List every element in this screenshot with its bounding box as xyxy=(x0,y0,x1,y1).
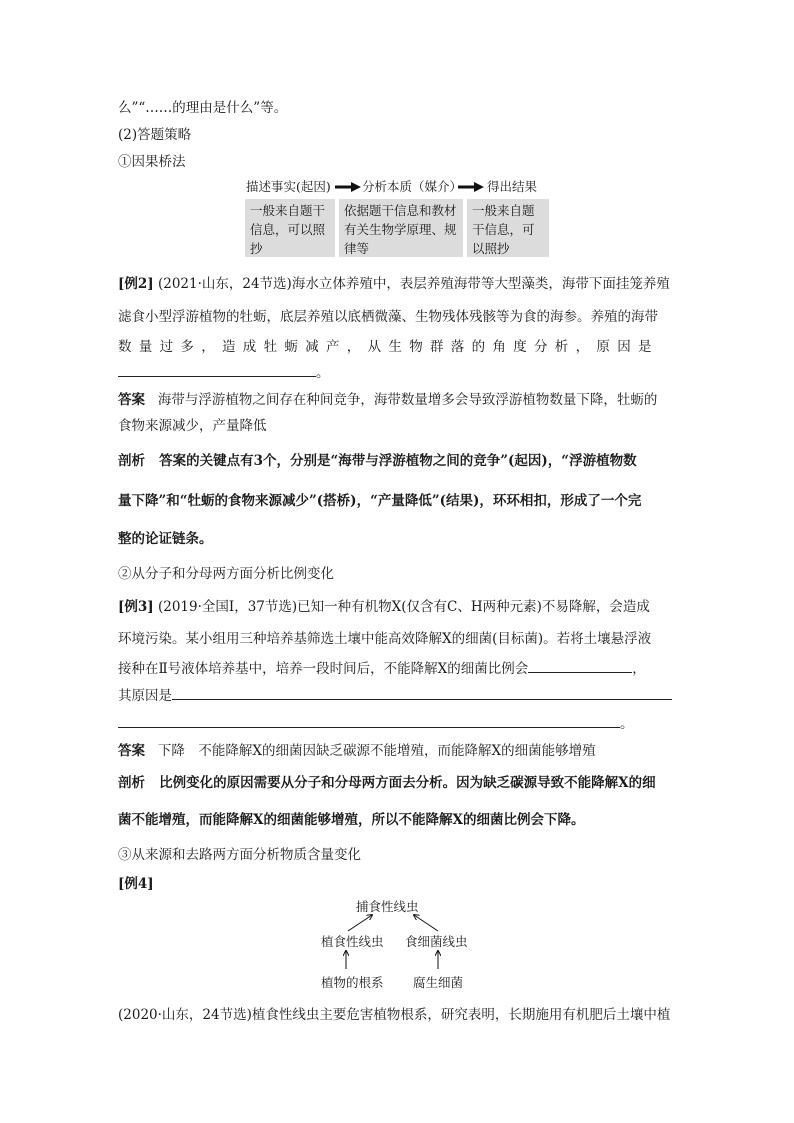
example3-text-line1: 已知一种有机物X(仅含有C、H两种元素)不易降解，会造成 xyxy=(297,599,650,615)
example3-analysis-text1: 比例变化的原因需要从分子和分母两方面去分析。因为缺乏碳源导致不能降解X的细 xyxy=(159,775,656,791)
example3-analysis-label: 剖析 xyxy=(118,775,145,791)
method1-title: ①因果桥法 xyxy=(118,154,186,170)
flow-box-3: 一般来自题干信息，可以照抄 xyxy=(467,199,549,257)
example2-text-line1: 海水立体养殖中，表层养殖海带等大型藻类，海带下面挂笼养殖 xyxy=(291,276,670,292)
example2-analysis-line2: 量下降”和“牡蛎的食物来源减少”(搭桥)，“产量降低”(结果)，环环相扣，形成了一个完 xyxy=(118,493,642,509)
example3-blank-end: 。 xyxy=(620,716,634,732)
example3-text-line3: 接种在Ⅱ号液体培养基中，培养一段时间后，不能降解X的细菌比例会 xyxy=(118,661,529,677)
example2-blank-end: 。 xyxy=(316,365,330,381)
example2-line2: 滤食小型浮游植物的牡蛎，底层养殖以底栖微藻、生物残体残骸等为食的海参。养殖的海带 xyxy=(118,309,658,325)
example4-text-line1: 植食性线虫主要危害植物根系，研究表明，长期施用有机肥后土壤中植 xyxy=(251,1007,671,1023)
example3-tag: [例3] xyxy=(118,599,154,615)
strategy-heading: (2)答题策略 xyxy=(118,127,192,143)
example3-answer-text: 下降 不能降解X的细菌因缺乏碳源不能增殖，而能降解X的细菌能够增殖 xyxy=(157,743,596,759)
flow-arrow-2 xyxy=(458,181,484,193)
food-web-arrows xyxy=(300,905,500,980)
example3-line3 xyxy=(118,657,646,677)
example3-line1 xyxy=(118,595,650,615)
example4-line1 xyxy=(118,1003,670,1023)
example3-ratio-blank[interactable] xyxy=(528,658,632,673)
example4-source: (2020·山东，24节选) xyxy=(118,1007,252,1023)
example3-line3-end: ， xyxy=(632,661,646,677)
example2-tag: [例2] xyxy=(118,276,154,292)
example2-answer-label: 答案 xyxy=(118,392,145,408)
flow-step2: 分析本质（媒介） xyxy=(362,179,463,194)
flow-box-2: 依据题干信息和教材有关生物学原理、规律等 xyxy=(339,199,463,257)
method3-title: ③从来源和去路两方面分析物质含量变化 xyxy=(118,847,361,863)
example4-tag: [例4] xyxy=(118,876,154,892)
node-plant-roots: 植物的根系 xyxy=(321,975,384,990)
top-line: 么”“……的理由是什么”等。 xyxy=(118,100,288,116)
example2-answer-blank[interactable] xyxy=(118,362,316,377)
example2-analysis-line1 xyxy=(118,449,637,469)
example3-line2: 环境污染。某小组用三种培养基筛选土壤中能高效降解X的细菌(目标菌)。若将土壤悬浮液 xyxy=(118,631,652,647)
example3-source: (2019·全国Ⅰ，37节选) xyxy=(157,599,298,615)
method2-title: ②从分子和分母两方面分析比例变化 xyxy=(118,566,334,582)
example2-line3: 数量过多，造成牡蛎减产，从生物群落的角度分析，原因是 xyxy=(118,339,659,355)
flow-step1: 描述事实(起因) xyxy=(246,179,331,194)
example2-answer-text1: 海带与浮游植物之间存在种间竞争，海带数量增多会导致浮游植物数量下降，牡蛎的 xyxy=(157,392,658,408)
example3-text-line4: 其原因是 xyxy=(118,688,172,704)
node-herbivorous-nematode: 植食性线虫 xyxy=(321,934,384,949)
node-saprophytic-bacteria: 腐生细菌 xyxy=(413,975,464,990)
example2-source: (2021·山东，24节选) xyxy=(157,276,292,292)
example2-answer-line1 xyxy=(118,388,657,408)
example3-reason-blank-2[interactable] xyxy=(118,713,620,728)
example2-line1 xyxy=(118,272,670,292)
flow-step3: 得出结果 xyxy=(487,179,538,194)
flow-box-1: 一般来自题干信息，可以照抄 xyxy=(245,199,335,257)
node-predatory-nematode: 捕食性线虫 xyxy=(356,899,419,914)
example3-analysis-line1 xyxy=(118,771,656,791)
example2-answer-line2: 食物来源减少，产量降低 xyxy=(118,418,267,434)
flow-arrow-1 xyxy=(335,181,361,193)
example2-analysis-label: 剖析 xyxy=(118,453,145,469)
node-bacterivorous-nematode: 食细菌线虫 xyxy=(405,934,468,949)
example2-analysis-text1: 答案的关键点有3个，分别是“海带与浮游植物之间的竞争”(起因)，“浮游植物数 xyxy=(159,453,637,469)
example3-answer-line xyxy=(118,739,596,759)
example2-answer-blank-line xyxy=(118,361,330,381)
example3-analysis-line2: 菌不能增殖，而能降解X的细菌能够增殖，所以不能降解X的细菌比例会下降。 xyxy=(118,812,585,828)
example3-answer-label: 答案 xyxy=(118,743,145,759)
example3-line5 xyxy=(118,712,634,732)
example3-reason-blank-1[interactable] xyxy=(172,685,672,700)
example2-analysis-line3: 整的论证链条。 xyxy=(118,531,213,547)
example3-line4 xyxy=(118,684,672,704)
